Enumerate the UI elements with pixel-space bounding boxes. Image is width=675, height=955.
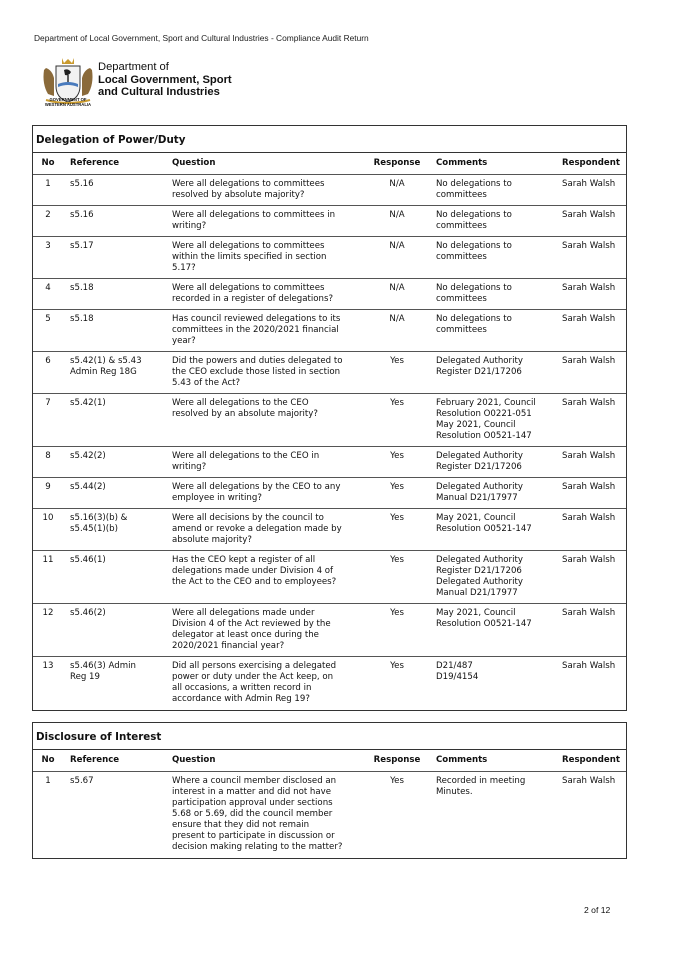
cell-comments: No delegations to committees	[430, 206, 556, 237]
table-row	[33, 175, 626, 206]
cell-respondent: Sarah Walsh	[556, 175, 626, 206]
col-header-respondent: Respondent	[556, 750, 626, 772]
cell-respondent: Sarah Walsh	[556, 310, 626, 352]
cell-response: Yes	[364, 509, 430, 551]
cell-comments: Delegated Authority Register D21/17206	[430, 352, 556, 394]
cell-respondent: Sarah Walsh	[562, 661, 616, 671]
table-row	[33, 352, 626, 394]
cell-respondent: Sarah Walsh	[556, 394, 626, 447]
cell-response: N/A	[364, 175, 430, 206]
cell-respondent: Sarah Walsh	[556, 352, 626, 394]
cell-no: 11	[33, 551, 63, 604]
col-header-comments: Comments	[430, 750, 556, 772]
cell-no: 4	[33, 279, 63, 310]
cell-question: Has council reviewed delegations to its committees in the 2020/2021 financial year?	[164, 310, 364, 352]
cell-comments: D21/487 D19/4154	[436, 661, 479, 682]
cell-question: Did the powers and duties delegated to the CEO exclude those listed in section 5.43 of the Act?	[164, 352, 364, 394]
table-row	[33, 237, 626, 279]
table-header-row	[33, 750, 626, 772]
cell-response: N/A	[364, 310, 430, 352]
cell-comments: Recorded in meeting Minutes.	[436, 776, 526, 797]
crest-caption: GOVERNMENT OF WESTERN AUSTRALIA	[44, 97, 92, 107]
cell-comments: Delegated Authority Register D21/17206 Delegated Authority Manual D21/17977	[430, 551, 556, 604]
cell-reference: s5.44(2)	[63, 478, 164, 509]
cell-no: 6	[33, 352, 63, 394]
cell-reference: s5.16	[63, 175, 164, 206]
cell-respondent: Sarah Walsh	[556, 206, 626, 237]
cell-response: N/A	[364, 206, 430, 237]
col-header-question: Question	[164, 750, 364, 772]
cell-response: Yes	[364, 447, 430, 478]
table-row	[33, 279, 626, 310]
cell-no: 3	[33, 237, 63, 279]
cell-response: Yes	[364, 352, 430, 394]
cell-question: Did all persons exercising a delegated power or duty under the Act keep, on all occasions, a written record in accordance with Admin Reg 19?	[172, 661, 337, 704]
cell-respondent: Sarah Walsh	[556, 604, 626, 657]
cell-no: 2	[33, 206, 63, 237]
cell-reference: s5.46(3) Admin Reg 19	[70, 661, 136, 682]
cell-comments: No delegations to committees	[430, 175, 556, 206]
cell-comments: May 2021, Council Resolution O0521-147	[430, 509, 556, 551]
col-header-no: No	[33, 750, 63, 772]
cell-respondent: Sarah Walsh	[556, 237, 626, 279]
cell-no: 1	[33, 175, 63, 206]
cell-comments: May 2021, Council Resolution O0521-147	[430, 604, 556, 657]
section-title: Delegation of Power/Duty	[33, 126, 626, 153]
cell-response: Yes	[390, 776, 404, 786]
cell-response: Yes	[390, 661, 404, 671]
cell-reference: s5.67	[70, 776, 94, 786]
section-delegation	[32, 125, 627, 711]
cell-comments: February 2021, Council Resolution O0221-051 May 2021, Council Resolution O0521-147	[430, 394, 556, 447]
table-row	[33, 604, 626, 657]
cell-no: 10	[33, 509, 63, 551]
cell-no: 12	[33, 604, 63, 657]
table-row	[33, 394, 626, 447]
table-row	[33, 509, 626, 551]
cell-reference: s5.46(1)	[63, 551, 164, 604]
cell-reference: s5.42(1) & s5.43 Admin Reg 18G	[63, 352, 164, 394]
table-row	[33, 447, 626, 478]
cell-no: 1	[45, 776, 51, 786]
cell-reference: s5.18	[63, 279, 164, 310]
cell-respondent: Sarah Walsh	[556, 551, 626, 604]
cell-question: Were all decisions by the council to amend or revoke a delegation made by absolute majority?	[164, 509, 364, 551]
cell-no: 9	[33, 478, 63, 509]
cell-question: Were all delegations to committees in writing?	[164, 206, 364, 237]
table-row	[33, 310, 626, 352]
col-header-question: Question	[164, 153, 364, 175]
audit-table	[33, 750, 626, 858]
table-row	[33, 478, 626, 509]
cell-comments: No delegations to committees	[430, 310, 556, 352]
table-header-row	[33, 153, 626, 175]
table-row	[33, 657, 626, 710]
page-number: 2 of 12	[584, 905, 611, 915]
cell-response: N/A	[364, 237, 430, 279]
audit-table	[33, 153, 626, 710]
cell-response: Yes	[364, 551, 430, 604]
cell-reference: s5.46(2)	[63, 604, 164, 657]
cell-question: Has the CEO kept a register of all delegations made under Division 4 of the Act to the CEO and to employees?	[164, 551, 364, 604]
document-header: Department of Local Government, Sport and Cultural Industries - Compliance Audit Return	[34, 33, 369, 43]
department-name: Department of Local Government, Sport and Cultural Industries	[98, 61, 232, 98]
cell-no: 8	[33, 447, 63, 478]
cell-reference: s5.17	[63, 237, 164, 279]
col-header-respondent: Respondent	[556, 153, 626, 175]
cell-question: Were all delegations to committees within the limits specified in section 5.17?	[164, 237, 364, 279]
cell-response: Yes	[364, 478, 430, 509]
cell-question: Were all delegations by the CEO to any employee in writing?	[164, 478, 364, 509]
cell-question: Were all delegations to committees resolved by absolute majority?	[164, 175, 364, 206]
cell-response: N/A	[364, 279, 430, 310]
cell-no: 13	[42, 661, 54, 671]
cell-comments: No delegations to committees	[430, 237, 556, 279]
table-row	[33, 551, 626, 604]
cell-respondent: Sarah Walsh	[562, 776, 616, 786]
table-row	[33, 772, 626, 858]
cell-response: Yes	[364, 604, 430, 657]
cell-response: Yes	[364, 394, 430, 447]
cell-question: Were all delegations to the CEO resolved by an absolute majority?	[164, 394, 364, 447]
cell-respondent: Sarah Walsh	[556, 279, 626, 310]
cell-comments: No delegations to committees	[430, 279, 556, 310]
cell-question: Were all delegations to the CEO in writing?	[164, 447, 364, 478]
col-header-response: Response	[364, 750, 430, 772]
cell-reference: s5.16(3)(b) & s5.45(1)(b)	[63, 509, 164, 551]
cell-respondent: Sarah Walsh	[556, 478, 626, 509]
cell-respondent: Sarah Walsh	[556, 509, 626, 551]
col-header-response: Response	[364, 153, 430, 175]
cell-comments: Delegated Authority Register D21/17206	[430, 447, 556, 478]
cell-question: Were all delegations to committees recorded in a register of delegations?	[164, 279, 364, 310]
section-disclosure	[32, 722, 627, 859]
cell-reference: s5.18	[63, 310, 164, 352]
col-header-reference: Reference	[63, 153, 164, 175]
cell-question: Were all delegations made under Division 4 of the Act reviewed by the delegator at least once during the 2020/2021 financial year?	[164, 604, 364, 657]
cell-reference: s5.42(1)	[63, 394, 164, 447]
cell-reference: s5.16	[63, 206, 164, 237]
section-title: Disclosure of Interest	[33, 723, 626, 750]
cell-no: 5	[33, 310, 63, 352]
cell-reference: s5.42(2)	[63, 447, 164, 478]
table-row	[33, 206, 626, 237]
cell-question: Where a council member disclosed an interest in a matter and did not have participation approval under sections 5.68 or 5.69, did the council member ensure that they did not remain present to participate in discussion or decision making relating to the matter?	[172, 776, 343, 852]
col-header-comments: Comments	[430, 153, 556, 175]
col-header-no: No	[33, 153, 63, 175]
cell-respondent: Sarah Walsh	[556, 447, 626, 478]
cell-no: 7	[33, 394, 63, 447]
cell-comments: Delegated Authority Manual D21/17977	[430, 478, 556, 509]
col-header-reference: Reference	[63, 750, 164, 772]
